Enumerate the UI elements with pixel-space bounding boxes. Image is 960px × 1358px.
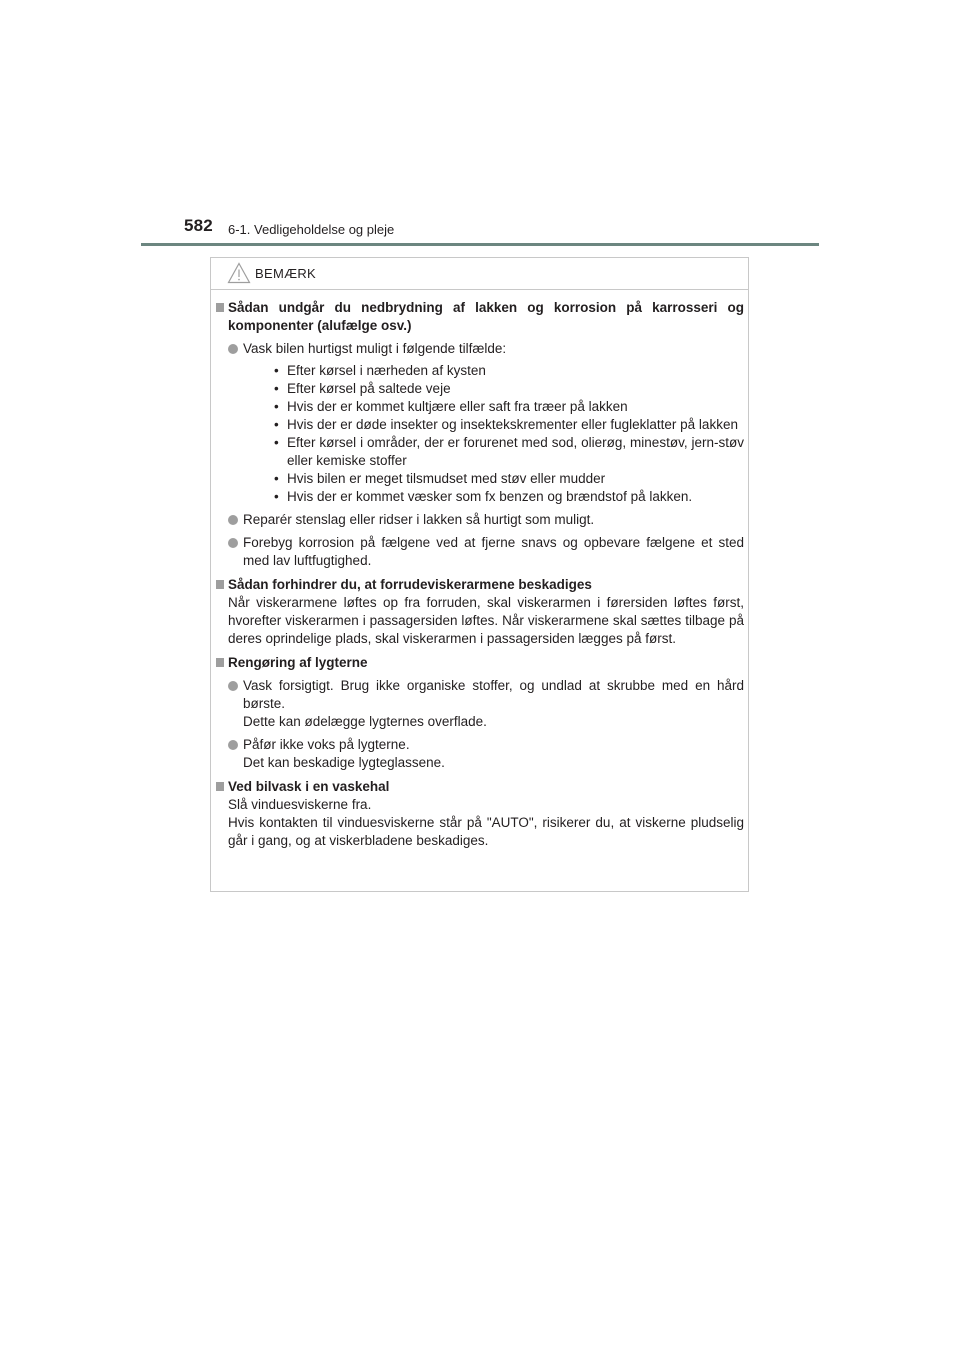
notice-header [227,260,316,286]
notice-section-wiper-arms [216,576,744,648]
section-heading: Ved bilvask i en vaskehal [216,778,744,796]
square-bullet-icon [216,303,224,312]
sub-list-item: • Efter kørsel på saltede veje [274,381,451,396]
section-heading: Rengøring af lygterne [216,654,744,672]
section-heading: Sådan forhindrer du, at forrudeviskerarmene beskadiges [216,576,744,594]
sub-list-item: • Hvis der er døde insekter og insektekskrementer eller fugleklatter på lakken [274,417,738,432]
dot-bullet-icon: • [274,489,279,504]
list-item: Reparér stenslag eller ridser i lakken så hurtigt som muligt. [216,511,744,529]
circle-bullet-icon [228,515,238,525]
sub-list-item: • Efter kørsel i områder, der er forurenet med sod, olierøg, minestøv, jern-støv eller kemiske stoffer [274,435,744,468]
sub-list-item: • Hvis der er kommet væsker som fx benzen og brændstof på lakken. [274,489,693,504]
square-bullet-icon [216,580,224,589]
dot-bullet-icon: • [274,471,279,486]
circle-bullet-icon [228,344,238,354]
dot-bullet-icon: • [274,399,279,414]
dot-bullet-icon: • [274,417,279,432]
circle-bullet-icon [228,681,238,691]
section-heading: Sådan undgår du nedbrydning af lakken og korrosion på karrosseri og komponenter (alufælge osv.) [216,299,744,335]
notice-label: BEMÆRK [255,265,317,281]
notice-divider [211,289,748,290]
section-title: 6-1. Vedligeholdelse og pleje [228,222,395,237]
page-number: 582 [184,216,213,235]
square-bullet-icon [216,658,224,667]
notice-body [216,299,744,856]
dot-bullet-icon: • [274,381,279,396]
dot-bullet-icon: • [274,435,279,450]
warning-triangle-icon [227,262,251,284]
header-rule [141,243,819,246]
circle-bullet-icon [228,740,238,750]
sub-list-item: • Efter kørsel i nærheden af kysten [274,363,486,378]
sub-list [243,362,744,506]
list-item: Vask forsigtigt. Brug ikke organiske stoffer, og undlad at skrubbe med en hård børste. Dette kan ødelægge lygternes overflade. [216,677,744,731]
dot-bullet-icon: • [274,363,279,378]
list-item: Vask bilen hurtigst muligt i følgende tilfælde: • Efter kørsel i nærheden af kysten • Efter kørsel på saltede veje • Hvis der er kommet kultjære eller saft fra træer på lakken • Hvis der er døde insekter og insektekskrementer eller fugleklatter på lakken • Efter kørsel i områder, der er forurenet med sod, olierøg, minestøv, jern-støv eller kemiske stoffer • Hvis bilen er meget tilsmudset med støv eller mudder • Hvis der er kommet væsker som fx benzen og brændstof på lakken. [216,340,744,506]
circle-bullet-icon [228,538,238,548]
list-item: Forebyg korrosion på fælgene ved at fjerne snavs og opbevare fælgene et sted med lav luftfugtighed. [216,534,744,570]
sub-list-item: • Hvis der er kommet kultjære eller saft fra træer på lakken [274,399,628,414]
section-paragraph: Slå vinduesviskerne fra. Hvis kontakten til vinduesviskerne står på "AUTO", risikerer du, at viskerne pludselig går i gang, og at viskerbladene beskadiges. [228,797,744,848]
section-paragraph: Når viskerarmene løftes op fra forruden, skal viskerarmen i førersiden løftes først, hvorefter viskerarmen i passagersiden løftes. Når viskerarmene skal sættes tilbage på deres oprindelige plads, skal viskerarmen i passagersiden lægges på først. [228,595,744,646]
square-bullet-icon [216,782,224,791]
notice-section-car-wash [216,778,744,850]
notice-box [210,257,749,892]
sub-list-item: • Hvis bilen er meget tilsmudset med støv eller mudder [274,471,606,486]
notice-section-lamp-cleaning [216,654,744,772]
list-item: Påfør ikke voks på lygterne. Det kan beskadige lygteglassene. [216,736,744,772]
notice-section-paint-corrosion [216,299,744,570]
